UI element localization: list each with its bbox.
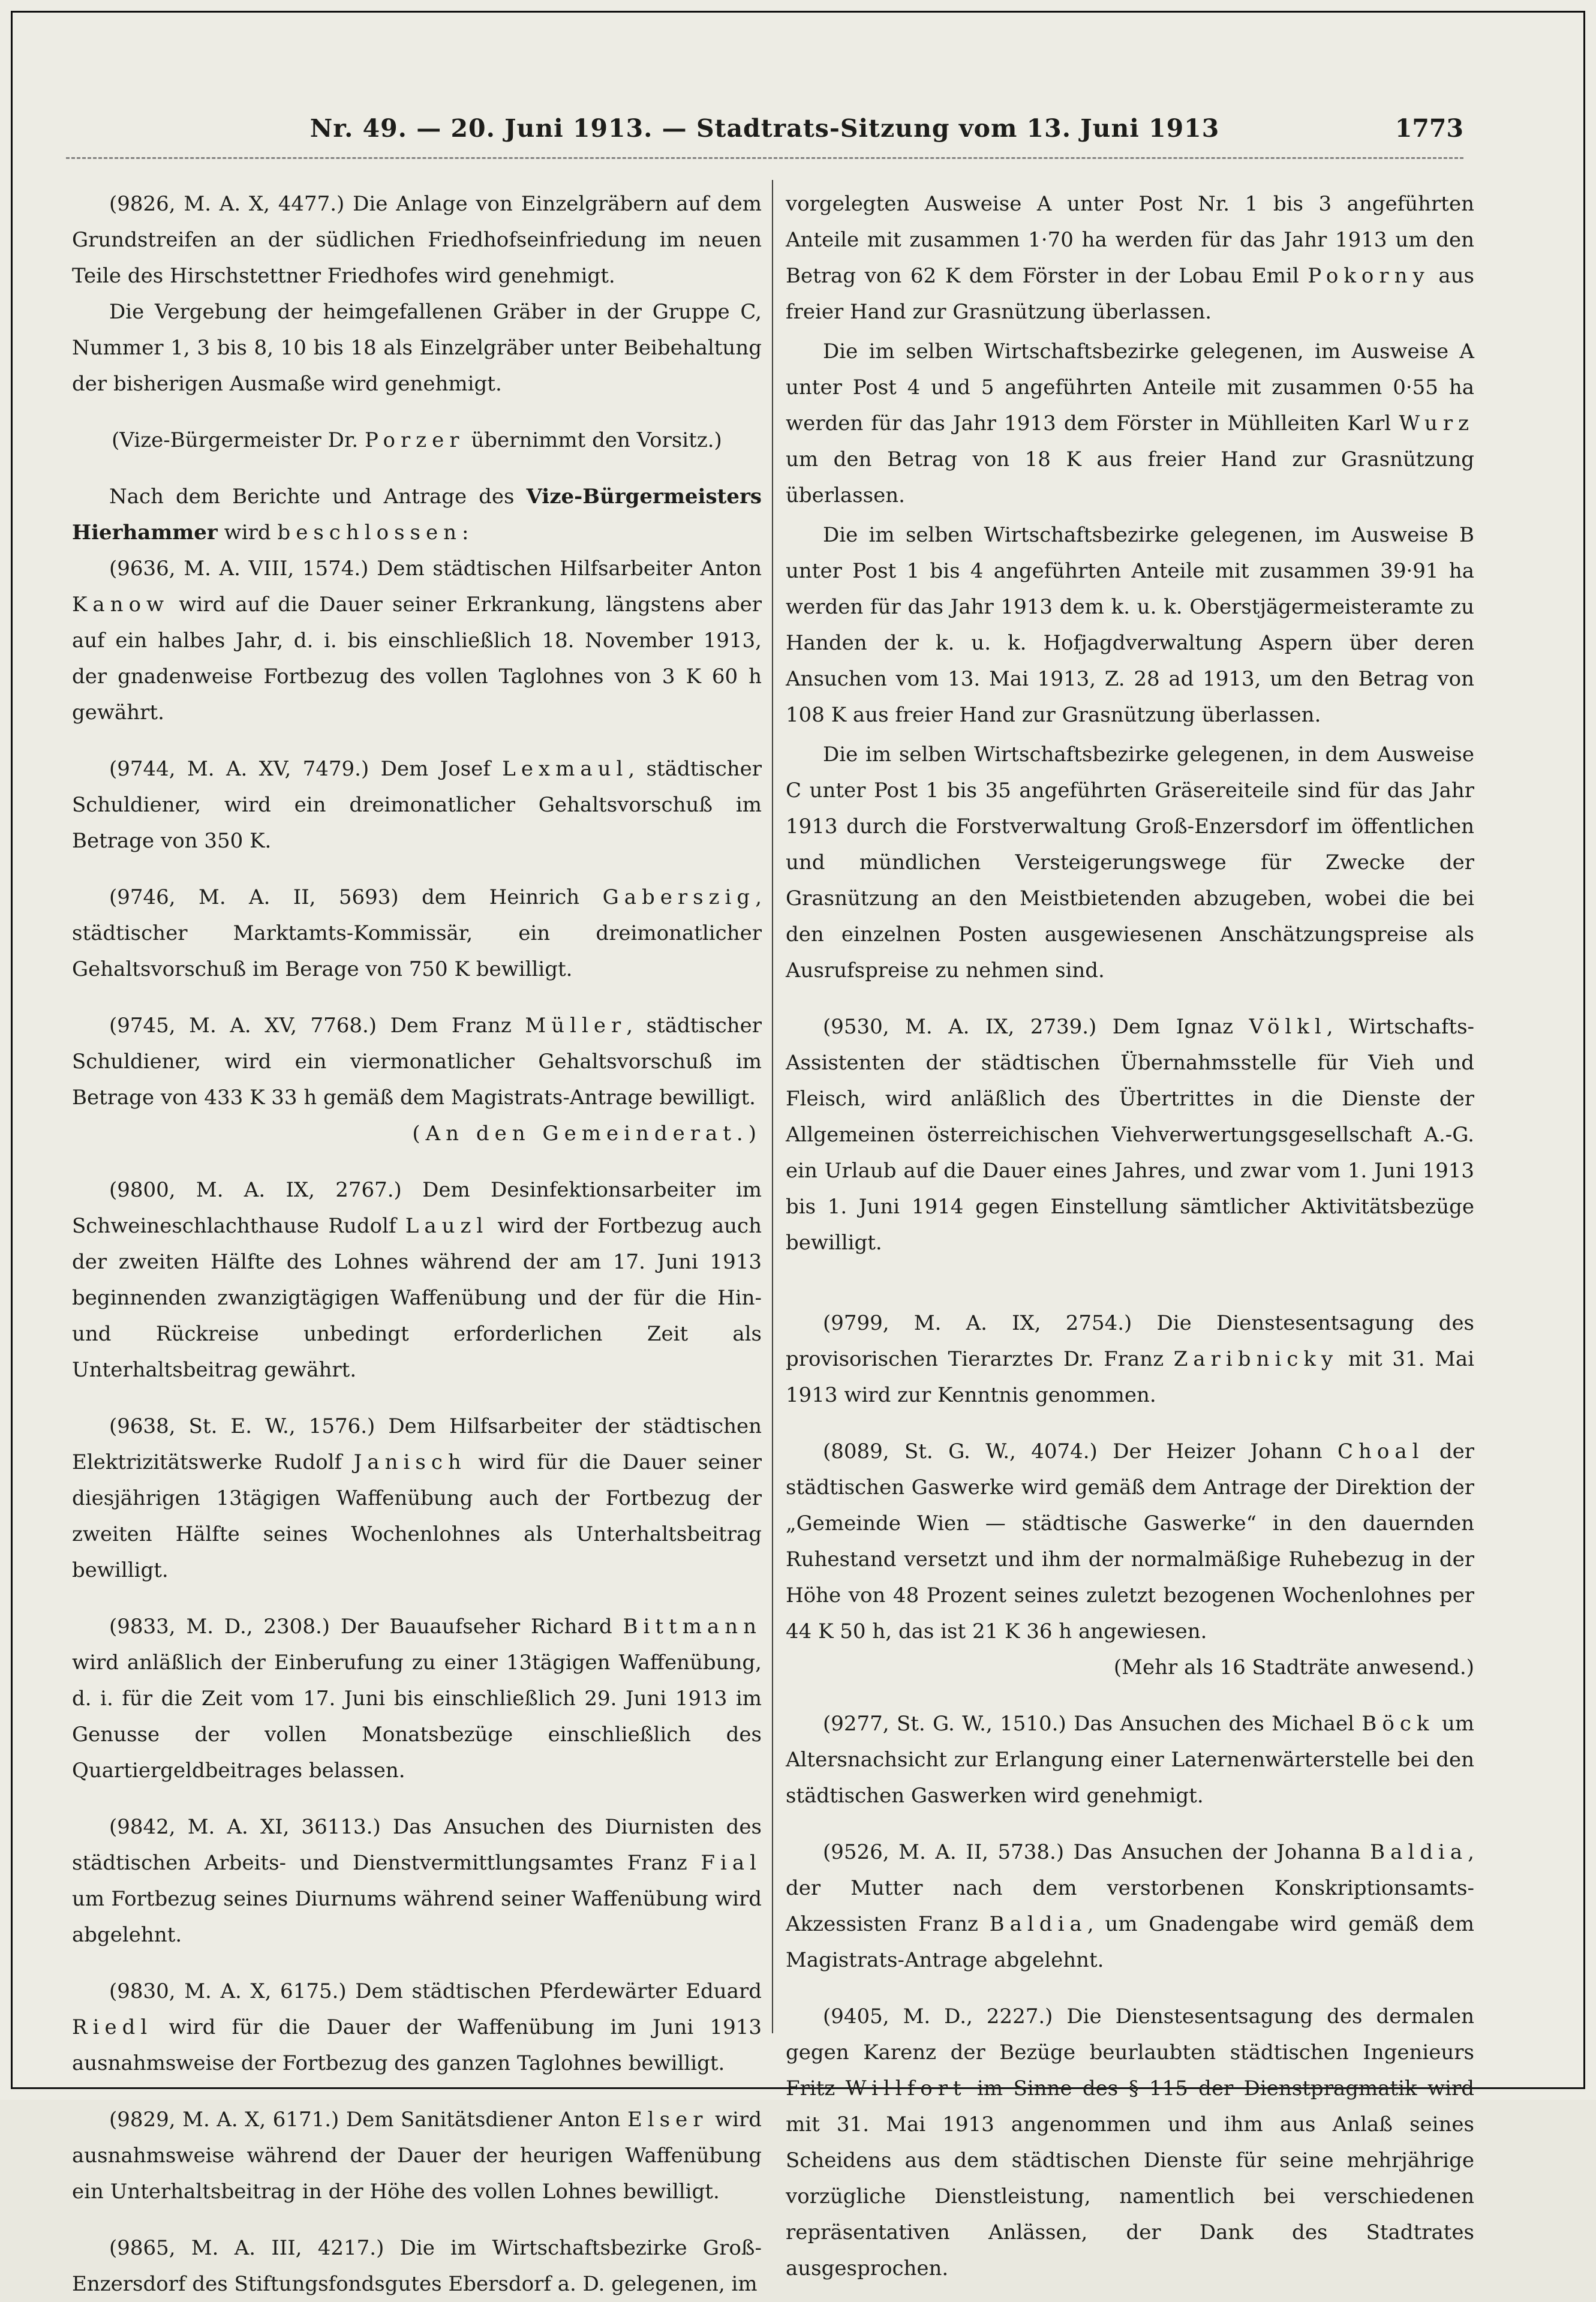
column-divider	[772, 180, 773, 2033]
entry-9745: (9745, M. A. XV, 7768.) Dem Franz Müller, städtischer Schuldiener, wird ein viermonatlicher Gehaltsvorschuß im Betrage von 433 K 33 h gemäß dem Magistrats-Antrage bewilligt. (An den Gemeinderat.)	[72, 1008, 762, 1152]
entry-9826	[72, 186, 762, 402]
entry-text: Die Vergebung der heimgefallenen Gräber in der Gruppe C, Nummer 1, 3 bis 8, 10 bis 18 als Einzelgräber unter Beibehaltung der bisherigen Ausmaße wird genehmigt.	[72, 300, 762, 396]
resolution-intro: Nach dem Berichte und Antrage des Vize-Bürgermeisters Hierhammer wird beschlossen:	[72, 485, 762, 545]
header-rule	[66, 157, 1463, 166]
entry-9638: (9638, St. E. W., 1576.) Dem Hilfsarbeiter der städtischen Elektrizitätswerke Rudolf Janisch wird für die Dauer seiner diesjährigen 13tägigen Waffenübung auch der Fortbezug der zweiten Hälfte seines Wochenlohnes als Unterhaltsbeitrag bewilligt.	[72, 1414, 762, 1582]
chair-note: (Vize-Bürgermeister Dr. Porzer übernimmt den Vorsitz.)	[112, 428, 722, 452]
entry-9800: (9800, M. A. IX, 2767.) Dem Desinfektionsarbeiter im Schweineschlachthause Rudolf Lauzl wird der Fortbezug auch der zweiten Hälfte des Lohnes während der am 17. Juni 1913 beginnenden zwanzigtägigen Waffenübung und der für die Hin- und Rückreise unbedingt erforderlichen Zeit als Unterhaltsbeitrag gewährt.	[72, 1178, 762, 1382]
page-header	[66, 108, 1463, 150]
header-title: Nr. 49. — 20. Juni 1913. — Stadtrats-Sitzung vom 13. Juni 1913	[309, 114, 1220, 143]
entry-9530: (9530, M. A. IX, 2739.) Dem Ignaz Völkl, Wirtschafts-Assistenten der städtischen Übernahmsstelle für Vieh und Fleisch, wird anläßlich des Übertrittes in die Dienste der Allgemeinen österreichischen Viehverwertungsgesellschaft A.-G. ein Urlaub auf die Dauer eines Jahres, und zwar vom 1. Juni 1913 bis 1. Juni 1914 gegen Einstellung sämtlicher Aktivitätsbezüge bewilligt.	[786, 1015, 1475, 1255]
entry-9405: (9405, M. D., 2227.) Die Dienstesentsagung des dermalen gegen Karenz der Bezüge beurlaubten städtischen Ingenieurs Fritz Willfort im Sinne des § 115 der Dienstpragmatik wird mit 31. Mai 1913 angenommen und ihm aus Anlaß seines Scheidens aus dem städtischen Dienste für seine mehrjährige vorzügliche Dienstleistung, namentlich bei verschiedenen repräsentativen Anlässen, der Dank des Stadtrates ausgesprochen.	[786, 2005, 1474, 2280]
entry-8089: (8089, St. G. W., 4074.) Der Heizer Johann Choal der städtischen Gaswerke wird gemäß dem Antrage der Direktion der „Gemeinde Wien — städtische Gaswerke“ in den dauernden Ruhestand versetzt und ihm der normalmäßige Ruhebezug in der Höhe von 48 Prozent seines zuletzt bezogenen Wochenlohnes per 44 K 50 h, das ist 21 K 36 h angewiesen. (Mehr als 16 Stadträte anwesend.)	[786, 1434, 1474, 1685]
right-column	[786, 186, 1475, 2280]
entry-9833: (9833, M. D., 2308.) Der Bauaufseher Richard Bittmann wird anläßlich der Einberufung zu einer 13tägigen Waffenübung, d. i. für die Zeit vom 17. Juni bis einschließlich 29. Juni 1913 im Genusse der vollen Monatsbezüge einschließlich des Quartiergeldbeitrages belassen.	[72, 1615, 762, 1783]
page-number: 1773	[1394, 114, 1463, 143]
entry-9636: (9636, M. A. VIII, 1574.) Dem städtischen Hilfsarbeiter Anton Kanow wird auf die Dauer seiner Erkrankung, längstens aber auf ein halbes Jahr, d. i. bis einschließlich 18. November 1913, der gnadenweise Fortbezug des vollen Taglohnes von 3 K 60 h gewährt.	[72, 557, 762, 725]
entry-9865: (9865, M. A. III, 4217.) Die im Wirtschaftsbezirke Groß-Enzersdorf des Stiftungsfondsgutes Ebersdorf a. D. gelegenen, im	[72, 2236, 762, 2296]
entry-9865-part3: Die im selben Wirtschaftsbezirke gelegenen, im Ausweise B unter Post 1 bis 4 angeführten Anteile mit zusammen 39·91 ha werden für das Jahr 1913 dem k. u. k. Oberstjägermeisteramte zu Handen der k. u. k. Hofjagdverwaltung Aspern über deren Ansuchen vom 13. Mai 1913, Z. 28 ad 1913, um den Betrag von 108 K aus freier Hand zur Grasnützung überlassen.	[786, 523, 1474, 727]
entry-9865-cont: vorgelegten Ausweise A unter Post Nr. 1 bis 3 angeführten Anteile mit zusammen 1·70 ha werden für das Jahr 1913 um den Betrag von 62 K dem Förster in der Lobau Emil Pokorny aus freier Hand zur Grasnützung überlassen.	[786, 192, 1475, 324]
entry-9526: (9526, M. A. II, 5738.) Das Ansuchen der Johanna Baldia, der Mutter nach dem verstorbenen Konskriptionsamts-Akzessisten Franz Baldia, um Gnadengabe wird gemäß dem Magistrats-Antrage abgelehnt.	[786, 1840, 1475, 1972]
entry-9277: (9277, St. G. W., 1510.) Das Ansuchen des Michael Böck um Altersnachsicht zur Erlangung einer Laternenwärterstelle bei den städtischen Gaswerken wird genehmigt.	[786, 1712, 1474, 1808]
entry-9842: (9842, M. A. XI, 36113.) Das Ansuchen des Diurnisten des städtischen Arbeits- und Dienstvermittlungsamtes Franz Fial um Fortbezug seines Diurnums während seiner Waffenübung wird abgelehnt.	[72, 1815, 762, 1947]
entry-text: Die Anlage von Einzelgräbern auf dem Grundstreifen an der südlichen Friedhofseinfriedung im neuen Teile des Hirschstettner Friedhofes wird genehmigt.	[72, 192, 762, 288]
entry-9799: (9799, M. A. IX, 2754.) Die Dienstesentsagung des provisorischen Tierarztes Dr. Franz Zaribnicky mit 31. Mai 1913 wird zur Kenntnis genommen.	[786, 1311, 1475, 1407]
entry-9746: (9746, M. A. II, 5693) dem Heinrich Gaberszig, städtischer Marktamts-Kommissär, ein dreimonatlicher Gehaltsvorschuß im Berage von 750 K bewilligt.	[72, 885, 762, 981]
issue-number: Nr. 49.	[309, 114, 407, 143]
entry-9830: (9830, M. A. X, 6175.) Dem städtischen Pferdewärter Eduard Riedl wird für die Dauer der Waffenübung im Juni 1913 ausnahmsweise der Fortbezug des ganzen Taglohnes bewilligt.	[72, 1979, 762, 2075]
remark: (An den Gemeinderat.)	[412, 1122, 762, 1146]
entry-9829: (9829, M. A. X, 6171.) Dem Sanitätsdiener Anton Elser wird ausnahmsweise während der Dauer der heurigen Waffenübung ein Unterhaltsbeitrag in der Höhe des vollen Lohnes bewilligt.	[72, 2108, 762, 2204]
entry-9865-part4: Die im selben Wirtschaftsbezirke gelegenen, in dem Ausweise C unter Post 1 bis 35 angeführten Gräsereiteile sind für das Jahr 1913 durch die Forstverwaltung Groß-Enzersdorf im öffentlichen und mündlichen Versteigerungswege für Zwecke der Grasnützung an den Meistbietenden abzugeben, wobei die bei den einzelnen Posten ausgewiesenen Anschätzungspreise als Ausrufspreise zu nehmen sind.	[786, 743, 1474, 982]
entry-9744: (9744, M. A. XV, 7479.) Dem Josef Lexmaul, städtischer Schuldiener, wird ein dreimonatlicher Gehaltsvorschuß im Betrage von 350 K.	[72, 757, 762, 853]
left-column	[72, 186, 762, 2296]
session-title: Stadtrats-Sitzung vom 13. Juni 1913	[696, 114, 1220, 143]
entry-9865-part2: Die im selben Wirtschaftsbezirke gelegenen, im Ausweise A unter Post 4 und 5 angeführten Anteile mit zusammen 0·55 ha werden für das Jahr 1913 dem Förster in Mühlleiten Karl Wurz um den Betrag von 18 K aus freier Hand zur Grasnützung überlassen.	[786, 339, 1474, 507]
remark: (Mehr als 16 Stadträte anwesend.)	[1113, 1655, 1474, 1679]
entry-ref: (9826, M. A. X, 4477.)	[109, 192, 345, 216]
issue-date: 20. Juni 1913.	[450, 114, 653, 143]
